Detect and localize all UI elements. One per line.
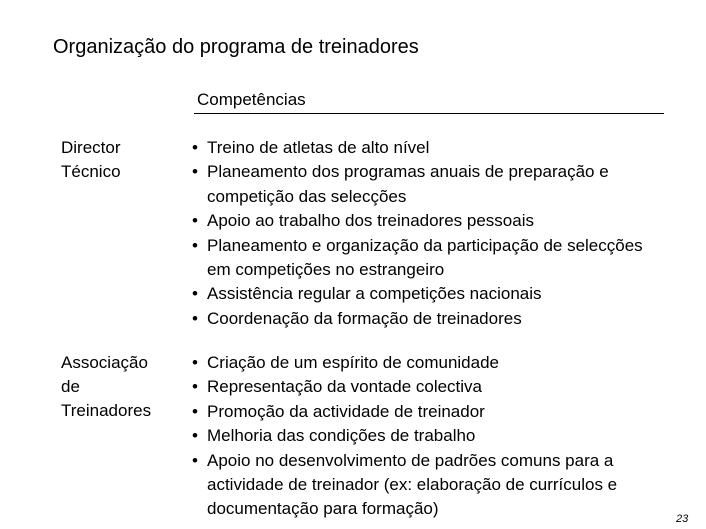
bullet-icon: • (192, 377, 198, 397)
bullet-icon: • (192, 401, 198, 421)
list-item-text: Coordenação da formação de treinadores (207, 308, 522, 328)
list-item-text: Apoio ao trabalho dos treinadores pessoais (207, 211, 534, 231)
row-label-line: Associação (61, 353, 148, 372)
list-item-text: Melhoria das condições de trabalho (207, 426, 476, 446)
list-item (190, 234, 670, 283)
competencias-list-director-tecnico (190, 136, 670, 331)
list-item-text: Assistência regular a competições nacionais (207, 284, 542, 304)
list-item-text: Planeamento e organização da participação de selecções em competições no estrangeiro (207, 235, 643, 280)
bullet-icon: • (192, 450, 198, 470)
bullet-icon: • (192, 211, 198, 231)
page-number: 23 (676, 513, 689, 525)
list-item (190, 160, 670, 209)
list-item-text: Treino de atletas de alto nível (207, 138, 430, 157)
competencias-list-associacao-treinadores (190, 351, 670, 522)
column-header-competencias: Competências (197, 90, 306, 109)
row-label-director-tecnico (61, 136, 121, 184)
list-item (190, 400, 670, 424)
row-label-line: Director (61, 138, 121, 157)
bullet-icon: • (192, 162, 198, 182)
list-item (190, 307, 670, 331)
list-item-text: Planeamento dos programas anuais de preparação e competição das selecções (207, 162, 609, 206)
row-label-line: Treinadores (61, 401, 152, 420)
bullet-icon: • (192, 426, 198, 446)
list-item (190, 375, 670, 399)
list-item (190, 351, 670, 375)
list-item (190, 136, 670, 160)
bullet-icon: • (192, 308, 198, 328)
bullet-icon: • (192, 284, 198, 304)
list-item-text: Promoção da actividade de treinador (207, 401, 485, 421)
list-item (190, 449, 670, 522)
slide-title: Organização do programa de treinadores (53, 36, 419, 58)
row-label-line: de (61, 377, 80, 396)
bullet-icon: • (192, 235, 198, 255)
list-item (190, 282, 670, 306)
list-item-text: Criação de um espírito de comunidade (207, 353, 499, 372)
list-item-text: Representação da vontade colectiva (207, 377, 483, 397)
list-item-text: Apoio no desenvolvimento de padrões comuns para a actividade de treinador (ex: elaboração de currículos e documentação para formação) (207, 450, 618, 519)
row-label-associacao-treinadores (61, 351, 151, 423)
list-item (190, 209, 670, 233)
bullet-icon: • (192, 138, 198, 157)
list-item (190, 424, 670, 448)
header-divider (194, 113, 664, 114)
bullet-icon: • (192, 353, 198, 372)
row-label-line: Técnico (61, 162, 121, 181)
